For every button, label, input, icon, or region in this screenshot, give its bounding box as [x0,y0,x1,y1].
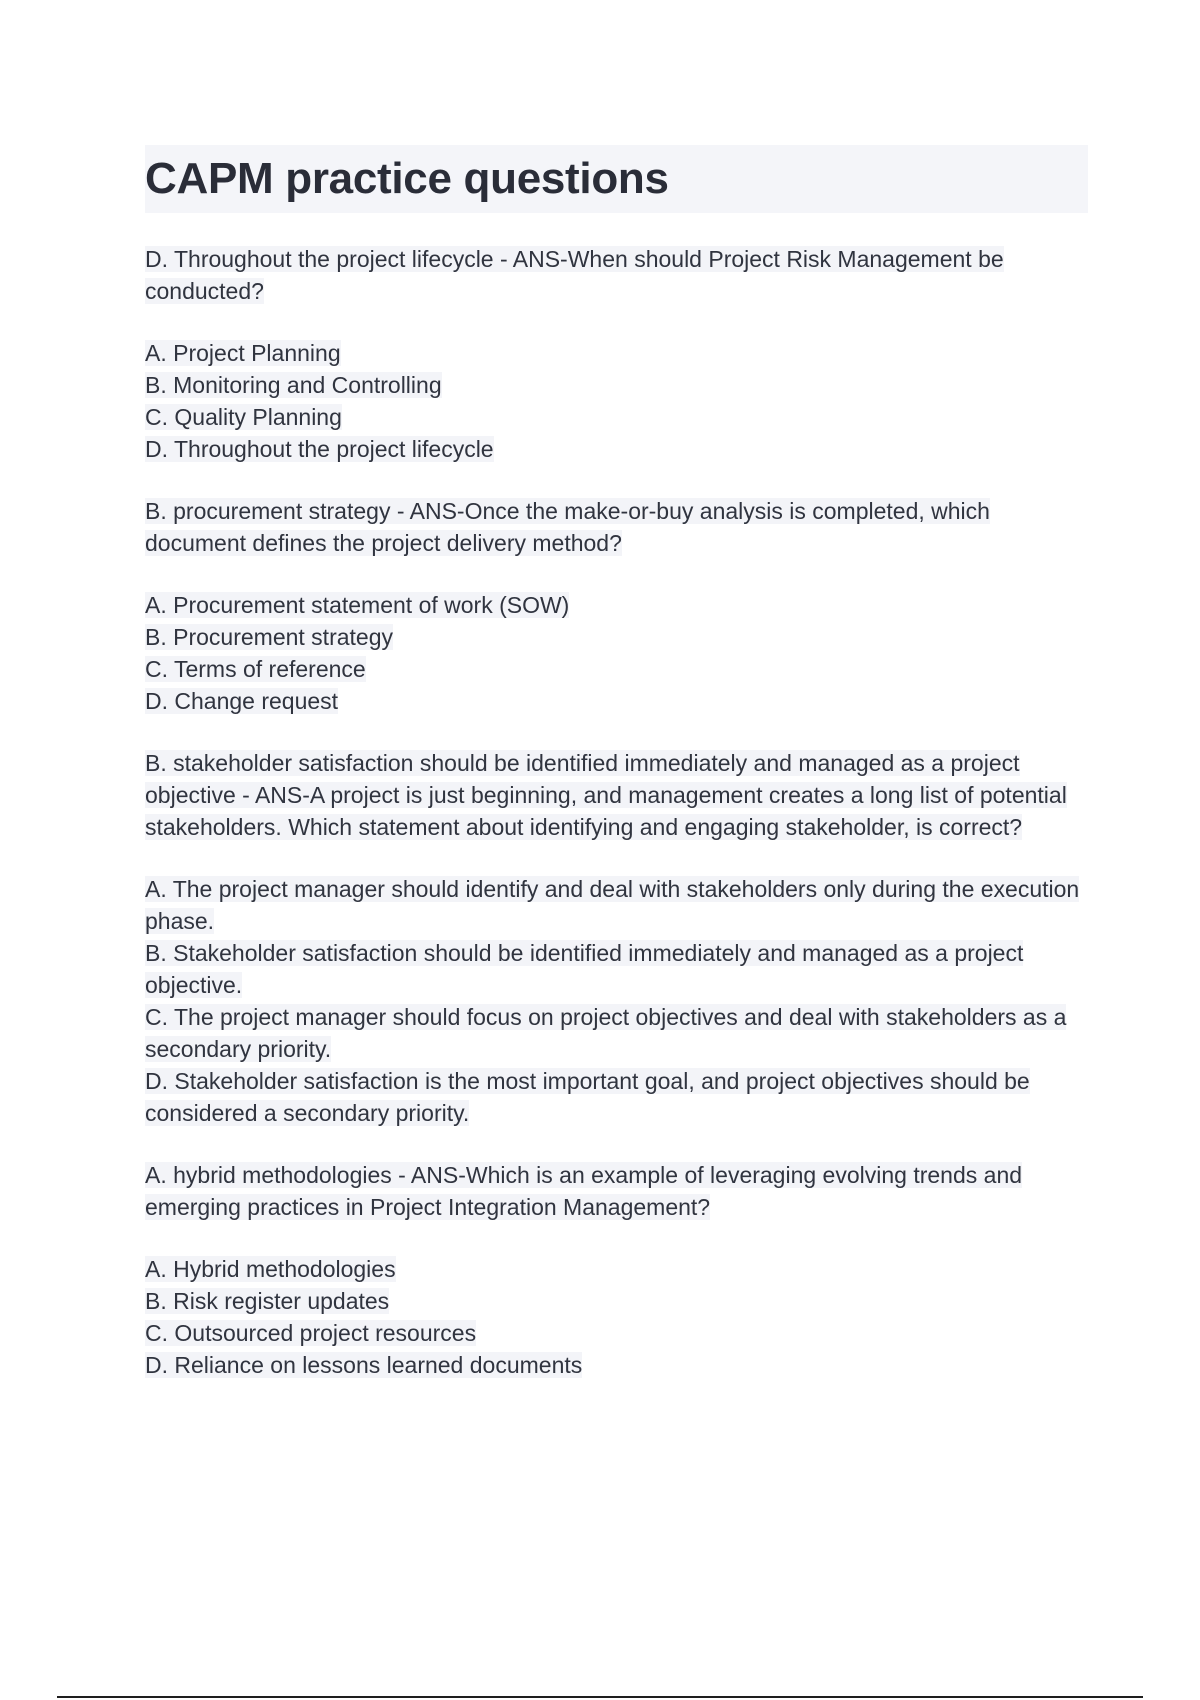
question-stem-text: B. procurement strategy - ANS-Once the make-or-buy analysis is completed, which document defines the project delivery method? [145,498,990,556]
question-options [145,337,1085,465]
option-item: D. Stakeholder satisfaction is the most important goal, and project objectives should be considered a secondary priority. [145,1068,1030,1126]
option-item: D. Throughout the project lifecycle [145,436,494,462]
question-stem-text: D. Throughout the project lifecycle - ANS-When should Project Risk Management be conducted? [145,246,1004,304]
option-item: B. Risk register updates [145,1288,390,1314]
question-stem-text: A. hybrid methodologies - ANS-Which is an example of leveraging evolving trends and emerging practices in Project Integration Management? [145,1162,1023,1220]
question-stem [145,243,1085,307]
option-item: A. The project manager should identify and deal with stakeholders only during the execution phase. [145,876,1080,934]
question-options [145,873,1085,1129]
questions-list [145,243,1085,1411]
option-item: B. Stakeholder satisfaction should be identified immediately and managed as a project objective. [145,940,1024,998]
question-stem [145,495,1085,559]
question-options [145,1253,1085,1381]
footer-divider [57,1696,1143,1698]
page-title: CAPM practice questions [145,154,669,203]
option-item: D. Reliance on lessons learned documents [145,1352,583,1378]
option-item: C. Outsourced project resources [145,1320,477,1346]
option-item: C. The project manager should focus on project objectives and deal with stakeholders as a secondary priority. [145,1004,1067,1062]
option-item: A. Procurement statement of work (SOW) [145,592,570,618]
question-stem [145,1159,1085,1223]
title-block [145,145,1088,213]
question-stem [145,747,1085,843]
option-item: B. Monitoring and Controlling [145,372,442,398]
option-item: A. Project Planning [145,340,341,366]
question-options [145,589,1085,717]
option-item: D. Change request [145,688,339,714]
option-item: B. Procurement strategy [145,624,393,650]
option-item: C. Terms of reference [145,656,366,682]
option-item: A. Hybrid methodologies [145,1256,396,1282]
question-stem-text: B. stakeholder satisfaction should be identified immediately and managed as a project objective - ANS-A project is just beginning, and management creates a long list of potential stakeholders. Which statement about identifying and engaging stakeholder, is correct? [145,750,1067,840]
option-item: C. Quality Planning [145,404,342,430]
